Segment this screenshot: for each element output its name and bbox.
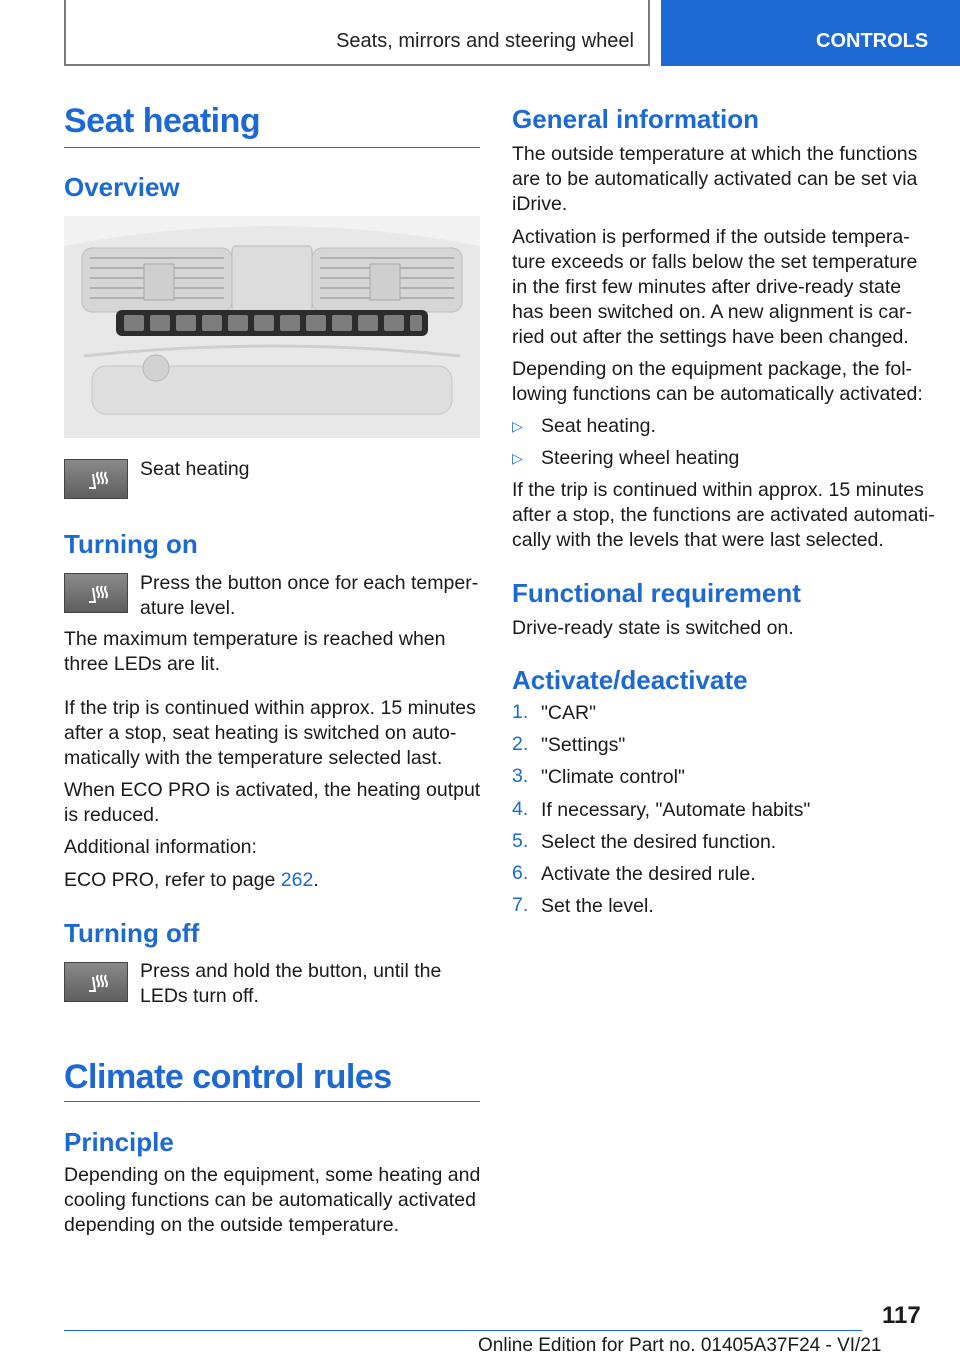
activate-deactivate-heading: Activate/deactivate: [512, 665, 748, 695]
tab-controls-label: CONTROLS: [816, 30, 929, 52]
overview-heading: Overview: [64, 172, 180, 202]
turning-off-line: LEDs turn off.: [140, 985, 259, 1007]
eco-ref-prefix: ECO PRO, refer to page: [64, 869, 281, 891]
climate-panel-photo: [64, 216, 480, 438]
step-text: Activate the desired rule.: [541, 863, 756, 885]
seat-heating-hold-icon: [64, 962, 128, 1002]
bullet-arrow-icon: ▷: [512, 418, 523, 434]
eco-pro-reference: [64, 868, 319, 893]
turning-on-text: [140, 571, 478, 621]
page-number: 117: [882, 1302, 921, 1329]
principle-line: Depending on the equipment, some heating and: [64, 1164, 481, 1186]
max-temp-line: The maximum temperature is reached when: [64, 628, 446, 650]
turning-on-line: Press the button once for each temper‐: [140, 572, 479, 594]
edition-footer: Online Edition for Part no. 01405A37F24 - VI/21: [478, 1335, 882, 1356]
step-number: 7.: [512, 894, 529, 916]
turning-off-heading: Turning off: [64, 918, 200, 948]
trip-line: matically with the temperature selected last.: [64, 747, 443, 769]
seat-heating-icon: [64, 459, 128, 499]
header-section-box: [64, 0, 650, 66]
principle-text: [64, 1163, 480, 1238]
bullet-arrow-icon: ▷: [512, 450, 523, 466]
seat-heating-title: Seat heating: [64, 102, 261, 140]
activation-line: has been switched on. A new alignment is car‐: [512, 301, 912, 323]
climate-title-rule: [64, 1101, 480, 1102]
package-line: lowing functions can be automatically activated:: [512, 383, 923, 405]
dashboard-illustration: [64, 216, 480, 438]
seat-heating-button-icon: [64, 573, 128, 613]
general-line: are to be automatically activated can be set via: [512, 168, 918, 190]
functional-text: Drive-ready state is switched on.: [512, 617, 794, 639]
step-number: 4.: [512, 798, 529, 820]
principle-line: cooling functions can be automatically activated: [64, 1189, 476, 1211]
step-text: "CAR": [541, 702, 597, 724]
max-temp-text: [64, 627, 446, 677]
bullet-item: Steering wheel heating: [541, 447, 740, 469]
section-title: Seats, mirrors and steering wheel: [336, 30, 634, 52]
step-number: 5.: [512, 830, 529, 852]
step-text: If necessary, "Automate habits": [541, 799, 811, 821]
trip-line: If the trip is continued within approx. 15 minutes: [64, 697, 476, 719]
page-262-link[interactable]: 262: [280, 869, 314, 891]
step-number: 6.: [512, 862, 529, 884]
footer-rule: [64, 1330, 862, 1331]
climate-control-rules-title: Climate control rules: [64, 1058, 392, 1096]
header-tab[interactable]: [661, 0, 960, 66]
activation-line: in the first few minutes after drive-ready state: [512, 276, 902, 298]
step-number: 3.: [512, 765, 529, 787]
step-text: Select the desired function.: [541, 831, 777, 853]
turning-off-text: [140, 959, 441, 1009]
general-text: [512, 142, 917, 217]
package-text: [512, 357, 923, 407]
step-number: 1.: [512, 701, 529, 723]
trip-text: [64, 696, 476, 771]
activation-line: Activation is performed if the outside tempera‐: [512, 226, 910, 248]
turning-on-heading: Turning on: [64, 529, 198, 559]
functional-requirement-heading: Functional requirement: [512, 578, 801, 608]
legend-seat-heating: Seat heating: [140, 458, 250, 480]
trip-line: after a stop, seat heating is switched on auto‐: [64, 722, 457, 744]
step-text: "Climate control": [541, 766, 685, 788]
general-line: iDrive.: [512, 193, 568, 215]
package-line: Depending on the equipment package, the fol‐: [512, 358, 913, 380]
general-line: The outside temperature at which the functions: [512, 143, 918, 165]
principle-line: depending on the outside temperature.: [64, 1214, 399, 1236]
eco-line: When ECO PRO is activated, the heating output: [64, 779, 481, 801]
activation-line: ture exceeds or falls below the set temperature: [512, 251, 918, 273]
step-text: Set the level.: [541, 895, 654, 917]
step-number: 2.: [512, 733, 529, 755]
max-temp-line: three LEDs are lit.: [64, 653, 221, 675]
activation-text: [512, 225, 917, 350]
principle-heading: Principle: [64, 1127, 174, 1157]
right-trip-line: If the trip is continued within approx. 15 minutes: [512, 479, 924, 501]
step-text: "Settings": [541, 734, 626, 756]
turning-on-line: ature level.: [140, 597, 236, 619]
eco-text: [64, 778, 480, 828]
right-trip-line: after a stop, the functions are activated automati‐: [512, 504, 935, 526]
eco-line: is reduced.: [64, 804, 160, 826]
activation-line: ried out after the settings have been changed.: [512, 326, 909, 348]
right-trip-line: cally with the levels that were last selected.: [512, 529, 884, 551]
general-information-heading: General information: [512, 104, 760, 134]
additional-info: Additional information:: [64, 836, 257, 858]
eco-ref-suffix: .: [313, 869, 319, 891]
turning-off-line: Press and hold the button, until the: [140, 960, 442, 982]
right-trip-text: [512, 478, 935, 553]
bullet-item: Seat heating.: [541, 415, 656, 437]
title-rule: [64, 147, 480, 148]
